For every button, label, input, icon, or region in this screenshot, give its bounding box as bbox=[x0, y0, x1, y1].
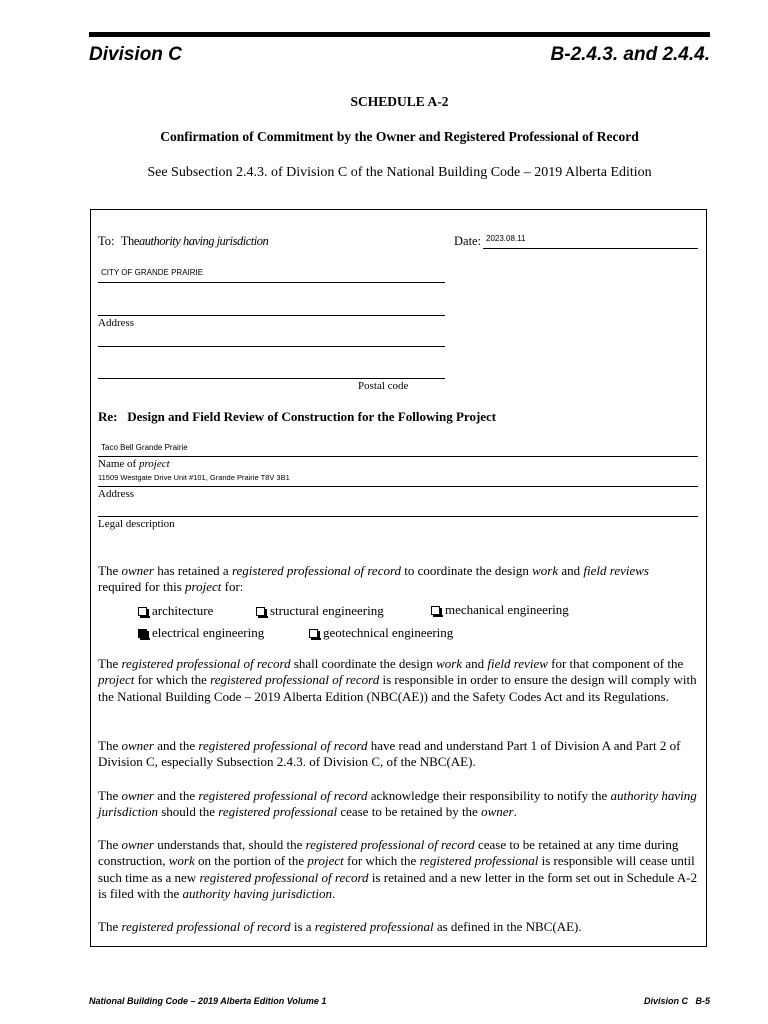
project-address-value[interactable]: 11509 Westgate Drive Unit #101, Grande Prairie T8V 3B1 bbox=[98, 473, 290, 482]
project-address-label: Address bbox=[98, 488, 135, 500]
paragraph-notify: The owner and the registered professional of record acknowledge their responsibility to notify the authority having jurisdiction should the registered professional cease to be retained by the owner. bbox=[98, 788, 697, 820]
checkbox-structural-engineering[interactable]: structural engineering bbox=[256, 603, 384, 619]
division-label: Division C bbox=[89, 44, 182, 65]
schedule-reference: See Subsection 2.4.3. of Division C of the National Building Code – 2019 Alberta Edition bbox=[147, 165, 652, 180]
project-name-label bbox=[98, 458, 170, 470]
project-name-label-prefix: Name of bbox=[98, 458, 137, 470]
header-rule bbox=[89, 32, 710, 37]
project-name-label-italic: project bbox=[138, 458, 170, 470]
authority-underline bbox=[98, 282, 445, 283]
date-underline bbox=[483, 248, 698, 249]
address-underline-1 bbox=[98, 315, 445, 316]
checkbox-icon bbox=[431, 606, 440, 615]
postal-code-underline bbox=[98, 378, 445, 379]
checkbox-icon bbox=[138, 607, 147, 616]
authority-value[interactable]: CITY OF GRANDE PRAIRIE bbox=[101, 268, 204, 277]
schedule-subtitle: Confirmation of Commitment by the Owner and Registered Professional of Record bbox=[160, 129, 639, 144]
footer-page-number: Division C B-5 bbox=[643, 996, 710, 1006]
paragraph-definition: The registered professional of record is a registered professional as defined in the NBC(AE). bbox=[98, 919, 582, 934]
schedule-title: SCHEDULE A-2 bbox=[350, 94, 449, 109]
to-authority: authority having jurisdiction bbox=[138, 234, 269, 248]
to-label: To: bbox=[98, 234, 115, 248]
re-heading: Re: Design and Field Review of Construction for the Following Project bbox=[98, 409, 497, 424]
legal-description-underline bbox=[98, 516, 698, 517]
section-reference: B-2.4.3. and 2.4.4. bbox=[550, 44, 710, 65]
project-address-underline bbox=[98, 486, 698, 487]
postal-code-label: Postal code bbox=[358, 380, 409, 392]
checkbox-geotechnical-engineering[interactable]: geotechnical engineering bbox=[309, 625, 453, 641]
paragraph-cease: The owner understands that, should the registered professional of record cease to be retained at any time during construction, work on the portion of the project for which the registered professional is responsible will cease until such time as a new registered professional of record is retained and a new letter in the form set out in Schedule A-2 is filed with the authority having jurisdiction. bbox=[98, 837, 698, 901]
paragraph-coordinate: The registered professional of record shall coordinate the design work and field review for that component of the project for which the registered professional of record is responsible in order to ensure the design will comply with the National Building Code – 2019 Alberta Edition (NBC(AE)) and the Safety Codes Act and its Regulations. bbox=[98, 656, 697, 704]
date-value[interactable]: 2023.08.11 bbox=[486, 234, 526, 243]
paragraph-retained: The owner has retained a registered professional of record to coordinate the design work and field reviews required for this project for: bbox=[98, 563, 649, 595]
address-underline-2 bbox=[98, 346, 445, 347]
checkbox-mechanical-engineering[interactable]: mechanical engineering bbox=[431, 602, 569, 618]
project-name-underline bbox=[98, 456, 698, 457]
date-label: Date: bbox=[454, 234, 482, 248]
paragraph-read-understand: The owner and the registered professional of record have read and understand Part 1 of Division A and Part 2 of Division C, especially Subsection 2.4.3. of Division C, of the NBC(AE). bbox=[98, 738, 681, 770]
project-name-value[interactable]: Taco Bell Grande Prairie bbox=[101, 443, 188, 452]
legal-description-label: Legal description bbox=[98, 518, 175, 530]
to-prefix: The bbox=[120, 234, 139, 248]
checkbox-electrical-engineering[interactable]: electrical engineering bbox=[138, 625, 264, 641]
address-label: Address bbox=[98, 317, 135, 329]
footer-code-title: National Building Code – 2019 Alberta Edition Volume 1 bbox=[89, 996, 327, 1006]
checkbox-icon bbox=[256, 607, 265, 616]
to-line bbox=[98, 234, 268, 249]
checkbox-icon bbox=[309, 629, 318, 638]
checkbox-architecture[interactable]: architecture bbox=[138, 603, 213, 619]
checkbox-checked-icon bbox=[138, 629, 147, 638]
